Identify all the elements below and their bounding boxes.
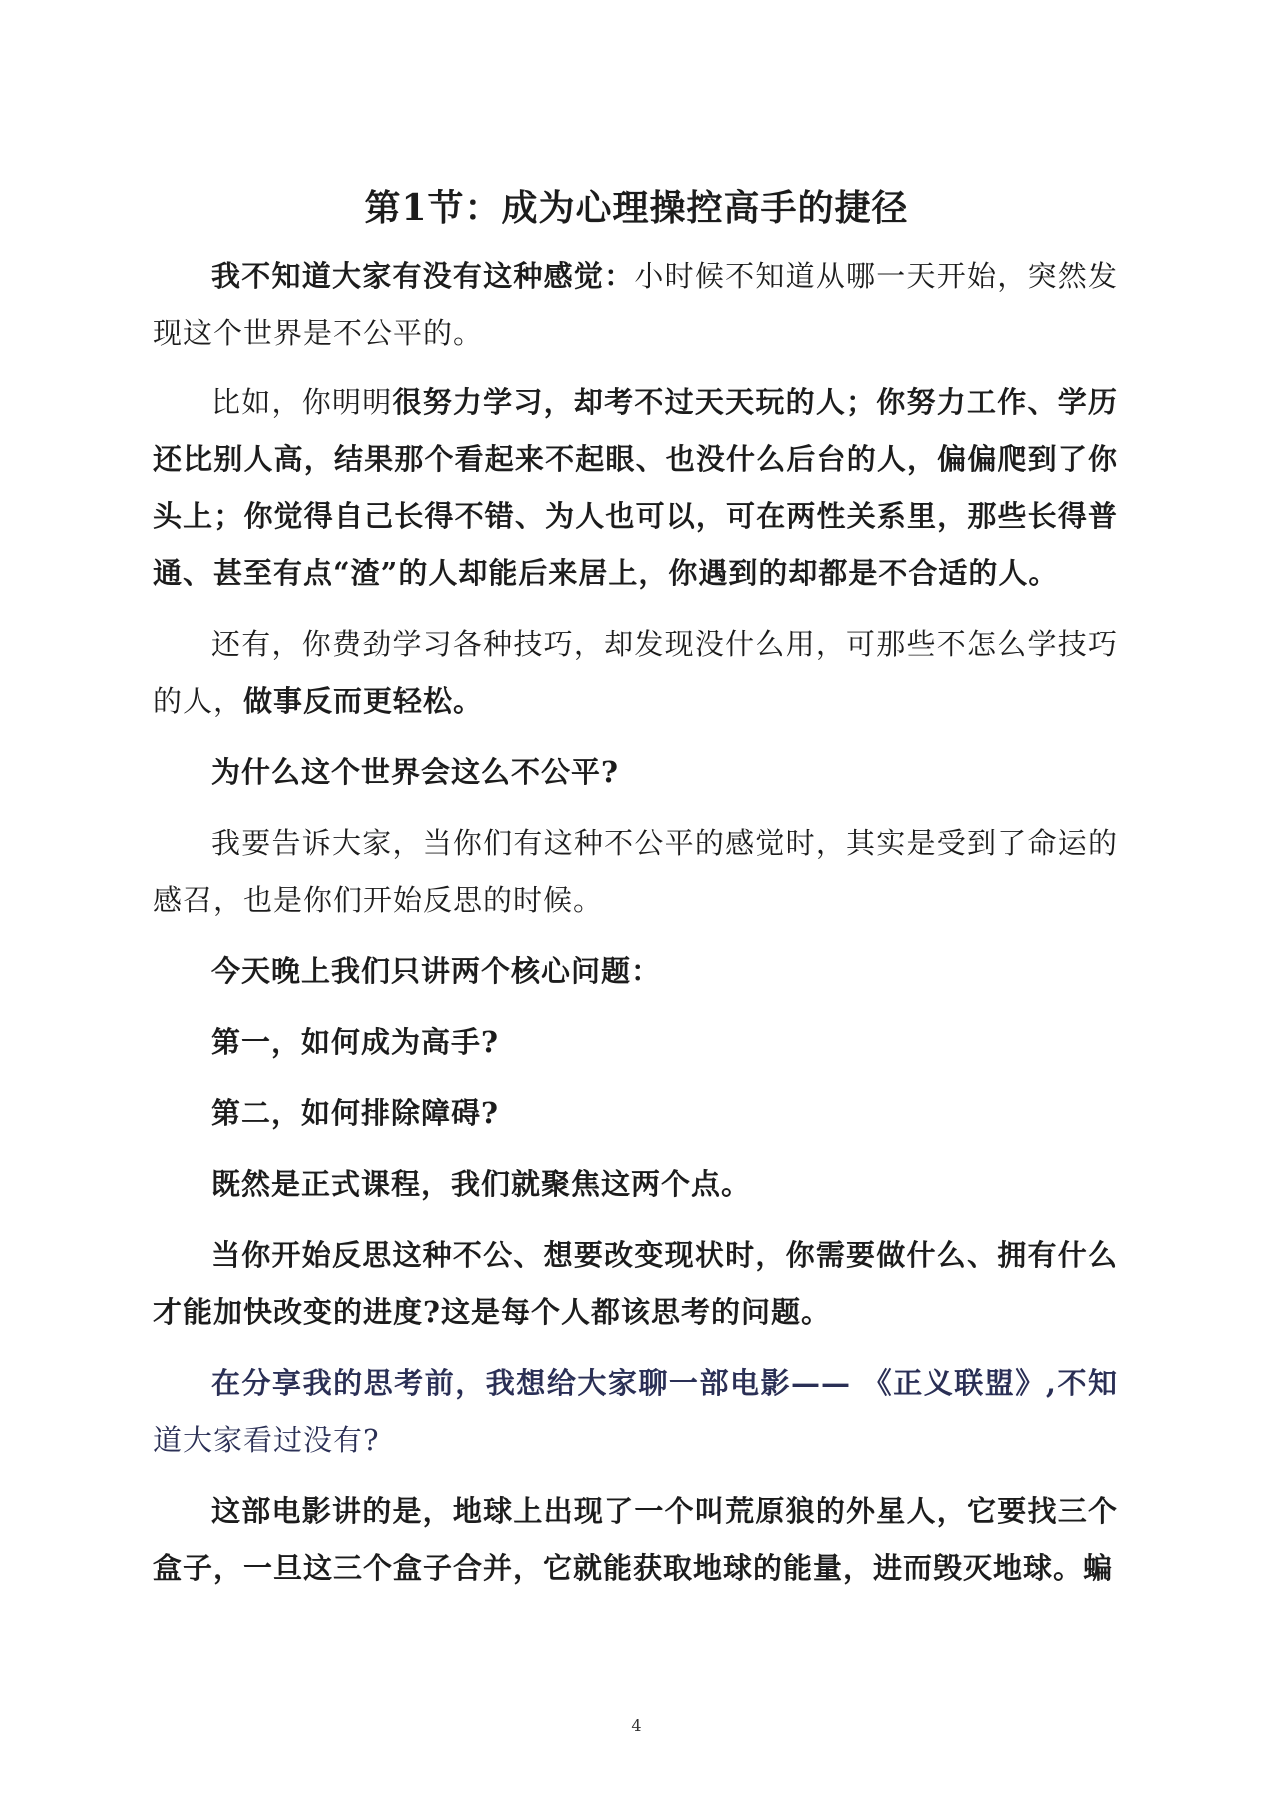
- paragraph-intro: [153, 248, 1118, 362]
- paragraph-reflection: 当你开始反思这种不公、想要改变现状时，你需要做什么、拥有什么才能加快改变的进度?这是每个人都该思考的问题。: [153, 1238, 1118, 1329]
- paragraph-calling: 我要告诉大家，当你们有这种不公平的感觉时，其实是受到了命运的感召，也是你们开始反思的时候。: [153, 826, 1118, 917]
- paragraph-movie: [153, 1355, 1118, 1469]
- paragraph-examples-start: 比如，你明明: [211, 385, 393, 419]
- paragraph-intro-rest: 小时候不知道从哪一天开始，突然发现这个世界是不公平的。: [153, 259, 1118, 350]
- document-body: [153, 248, 1118, 1611]
- section-title: 第1节：成为心理操控高手的捷径: [364, 187, 909, 230]
- paragraph-techniques: [153, 616, 1118, 730]
- paragraph-movie-rest: 道大家看过没有?: [153, 1423, 380, 1457]
- paragraph-first-issue: 第一，如何成为高手?: [211, 1025, 499, 1059]
- paragraph-focus: 既然是正式课程，我们就聚焦这两个点。: [211, 1167, 752, 1201]
- page-number: 4: [631, 1716, 642, 1735]
- paragraph-movie-start: 在分享我的思考前，我想给大家聊一部电影—— 《正义联盟》,不知: [211, 1366, 1118, 1400]
- paragraph-movie-plot: 这部电影讲的是，地球上出现了一个叫荒原狼的外星人，它要找三个盒子，一旦这三个盒子合并，它就能获取地球的能量，进而毁灭地球。蝙: [153, 1494, 1118, 1585]
- paragraph-examples-rest: 很努力学习，却考不过天天玩的人；你努力工作、学历还比别人高，结果那个看起来不起眼、也没什么后台的人，偏偏爬到了你头上；你觉得自己长得不错、为人也可以，可在两性关系里，那些长得普通、甚至有点“渣”的人却能后来居上，你遇到的却都是不合适的人。: [153, 385, 1118, 590]
- paragraph-intro-lead: 我不知道大家有没有这种感觉：: [211, 259, 635, 293]
- paragraph-question: 为什么这个世界会这么不公平?: [211, 755, 619, 789]
- paragraph-techniques-rest: 做事反而更轻松。: [243, 684, 484, 718]
- paragraph-core-issues: 今天晚上我们只讲两个核心问题：: [211, 954, 662, 988]
- paragraph-second-issue: 第二，如何排除障碍?: [211, 1096, 499, 1130]
- paragraph-examples: [153, 374, 1118, 602]
- paragraph-techniques-start: 还有，你费劲学习各种技巧，却发现没什么用，可那些不怎么学技巧的人，: [153, 627, 1118, 718]
